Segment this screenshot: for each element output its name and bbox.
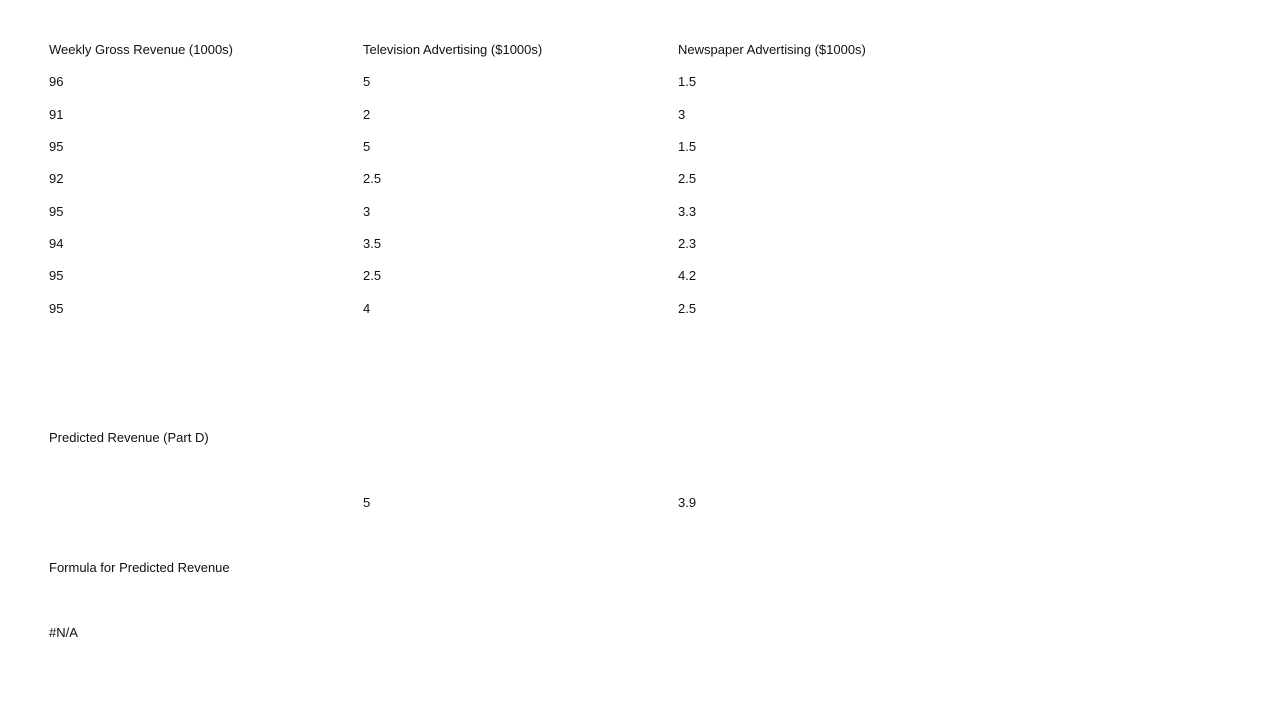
prediction-input-row xyxy=(49,494,1049,512)
revenue-cell[interactable]: 92 xyxy=(49,171,64,186)
revenue-cell[interactable]: 96 xyxy=(49,74,64,89)
prediction-label-row xyxy=(49,429,1049,447)
tv-cell[interactable]: 2 xyxy=(363,107,371,122)
header-newspaper-advertising[interactable]: Newspaper Advertising ($1000s) xyxy=(678,42,866,57)
formula-label-row xyxy=(49,559,1049,577)
table-row xyxy=(49,300,1049,318)
newspaper-cell[interactable]: 2.5 xyxy=(678,301,697,316)
formula-result-cell[interactable]: #N/A xyxy=(49,625,78,640)
newspaper-cell[interactable]: 3.3 xyxy=(678,204,697,219)
table-row xyxy=(49,203,1049,221)
header-weekly-gross-revenue[interactable]: Weekly Gross Revenue (1000s) xyxy=(49,42,234,57)
predicted-revenue-label[interactable]: Predicted Revenue (Part D) xyxy=(49,430,209,445)
tv-cell[interactable]: 2.5 xyxy=(363,171,382,186)
tv-cell[interactable]: 5 xyxy=(363,74,371,89)
table-row xyxy=(49,138,1049,156)
table-row xyxy=(49,235,1049,253)
tv-cell[interactable]: 2.5 xyxy=(363,268,382,283)
formula-label[interactable]: Formula for Predicted Revenue xyxy=(49,560,230,575)
table-header-row xyxy=(49,41,1049,59)
revenue-cell[interactable]: 95 xyxy=(49,268,64,283)
header-television-advertising[interactable]: Television Advertising ($1000s) xyxy=(363,42,543,57)
newspaper-cell[interactable]: 1.5 xyxy=(678,74,697,89)
revenue-cell[interactable]: 95 xyxy=(49,301,64,316)
revenue-cell[interactable]: 94 xyxy=(49,236,64,251)
tv-cell[interactable]: 3.5 xyxy=(363,236,382,251)
formula-result-row xyxy=(49,624,1049,642)
newspaper-cell[interactable]: 2.3 xyxy=(678,236,697,251)
tv-cell[interactable]: 3 xyxy=(363,204,371,219)
table-row xyxy=(49,267,1049,285)
table-row xyxy=(49,73,1049,91)
revenue-cell[interactable]: 91 xyxy=(49,107,64,122)
revenue-cell[interactable]: 95 xyxy=(49,204,64,219)
table-row xyxy=(49,170,1049,188)
newspaper-cell[interactable]: 4.2 xyxy=(678,268,697,283)
prediction-tv-cell[interactable]: 5 xyxy=(363,495,371,510)
revenue-cell[interactable]: 95 xyxy=(49,139,64,154)
tv-cell[interactable]: 5 xyxy=(363,139,371,154)
tv-cell[interactable]: 4 xyxy=(363,301,371,316)
newspaper-cell[interactable]: 1.5 xyxy=(678,139,697,154)
table-row xyxy=(49,106,1049,124)
newspaper-cell[interactable]: 2.5 xyxy=(678,171,697,186)
newspaper-cell[interactable]: 3 xyxy=(678,107,686,122)
prediction-newspaper-cell[interactable]: 3.9 xyxy=(678,495,697,510)
